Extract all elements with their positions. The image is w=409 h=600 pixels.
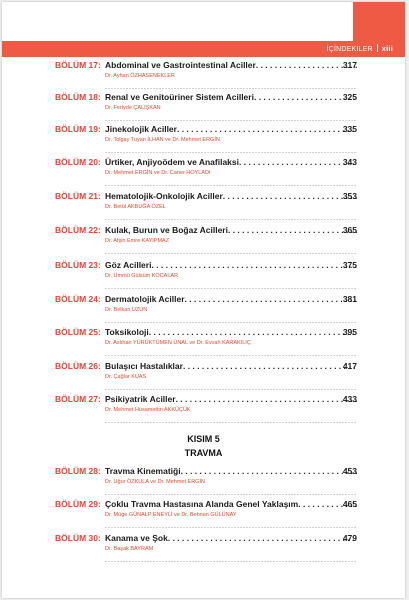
entry-divider: [105, 253, 357, 254]
toc-entry[interactable]: [2, 533, 405, 563]
chapter-page: 325: [342, 92, 357, 102]
chapter-page: 365: [342, 225, 357, 235]
chapter-author: Dr. Ümmü Gülsüm KOCALAR: [105, 273, 179, 279]
chapter-author: Dr. Aslıhan YÜRÜKTÜMEN ÜNAL ve Dr. Evvah KARAKILIÇ: [105, 340, 251, 346]
chapter-page: 375: [342, 260, 357, 270]
chapter-author: Dr. Mehmet ERGİN ve Dr. Caner HOYLADI: [105, 170, 211, 176]
chapter-page: 343: [342, 157, 357, 167]
chapter-label: BÖLÜM 17:: [55, 60, 101, 70]
entry-divider: [105, 219, 357, 220]
chapter-title-row: [105, 361, 357, 371]
entry-divider: [105, 389, 357, 390]
section-title: İÇİNDEKİLER: [326, 46, 373, 53]
chapter-title: Travma Kinematiği: [105, 466, 181, 476]
chapter-page: 317: [342, 60, 357, 70]
chapter-author: Dr. Başak BAYRAM: [105, 546, 154, 552]
entry-divider: [105, 355, 357, 356]
chapter-author: Dr. Müge GÜNALP ENEYLİ ve Dr. Behnan GÜLÜNAY: [105, 512, 237, 518]
entry-divider: [105, 422, 357, 423]
chapter-title-row: [105, 191, 357, 201]
toc-entry[interactable]: [2, 499, 405, 529]
toc-entry[interactable]: [2, 124, 405, 154]
chapter-label: BÖLÜM 22:: [55, 225, 101, 235]
toc-entry[interactable]: [2, 394, 405, 424]
chapter-title-row: [105, 466, 357, 476]
chapter-title: Kanama ve Şok: [105, 533, 168, 543]
toc-entry[interactable]: [2, 327, 405, 357]
dot-leader: [149, 327, 357, 337]
dot-leader: [177, 124, 357, 134]
toc-entry[interactable]: [2, 260, 405, 290]
chapter-title-row: [105, 394, 357, 404]
chapter-label: BÖLÜM 30:: [55, 533, 101, 543]
part-number: KISIM 5: [187, 434, 220, 444]
dot-leader: [181, 466, 357, 476]
chapter-author: Dr. Mehmet Hüsamettin AKKÜÇÜK: [105, 407, 191, 413]
entry-divider: [105, 88, 357, 89]
chapter-title: Göz Acilleri: [105, 260, 152, 270]
chapter-author: Dr. Feriyde ÇALIŞKAN: [105, 105, 161, 111]
chapter-page: 453: [342, 466, 357, 476]
chapter-author: Dr. Betül AKBUĞA ÖZEL: [105, 204, 166, 210]
running-header: [327, 41, 393, 57]
chapter-title: Dermatolojik Aciller: [105, 294, 185, 304]
chapter-title: Bulaşıcı Hastalıklar: [105, 361, 183, 371]
entry-divider: [105, 120, 357, 121]
chapter-title: Renal ve Genitoüriner Sistem Acilleri: [105, 92, 254, 102]
toc-entry[interactable]: [2, 466, 405, 496]
chapter-label: BÖLÜM 24:: [55, 294, 101, 304]
chapter-page: 417: [342, 361, 357, 371]
entry-divider: [105, 561, 357, 562]
chapter-title-row: [105, 499, 357, 509]
chapter-title-row: [105, 533, 357, 543]
toc-entry[interactable]: [2, 361, 405, 391]
chapter-author: Dr. Uğur ÖZKULA ve Dr. Mehmet ERGİN: [105, 479, 205, 485]
page-number: xiii: [381, 44, 393, 53]
chapter-label: BÖLÜM 21:: [55, 191, 101, 201]
chapter-author: Dr. Tolgay Tuyan İLHAN ve Dr. Mehmet ERGİN: [105, 137, 220, 143]
chapter-author: Dr. Belkan UZUN: [105, 307, 148, 313]
entry-divider: [105, 288, 357, 289]
chapter-label: BÖLÜM 27:: [55, 394, 101, 404]
chapter-label: BÖLÜM 29:: [55, 499, 101, 509]
chapter-title-row: [105, 60, 357, 70]
chapter-title-row: [105, 124, 357, 134]
entry-divider: [105, 527, 357, 528]
toc-entry[interactable]: [2, 294, 405, 324]
dot-leader: [151, 260, 357, 270]
dot-leader: [185, 294, 357, 304]
chapter-author: Dr. Afşin Emre KAYIPMAZ: [105, 238, 170, 244]
chapter-label: BÖLÜM 26:: [55, 361, 101, 371]
chapter-title: Jinekolojik Aciller: [105, 124, 177, 134]
chapter-page: 465: [342, 499, 357, 509]
entry-divider: [105, 494, 357, 495]
toc-entry[interactable]: [2, 60, 405, 90]
chapter-label: BÖLÜM 19:: [55, 124, 101, 134]
chapter-page: 433: [342, 394, 357, 404]
chapter-title: Psikiyatrik Aciller: [105, 394, 176, 404]
toc-entry[interactable]: [2, 157, 405, 187]
chapter-label: BÖLÜM 18:: [55, 92, 101, 102]
chapter-page: 381: [342, 294, 357, 304]
chapter-page: 353: [342, 191, 357, 201]
dot-leader: [176, 394, 357, 404]
chapter-title-row: [105, 294, 357, 304]
chapter-title-row: [105, 225, 357, 235]
chapter-label: BÖLÜM 23:: [55, 260, 101, 270]
chapter-page: 479: [342, 533, 357, 543]
chapter-page: 335: [342, 124, 357, 134]
chapter-title-row: [105, 92, 357, 102]
chapter-title-row: [105, 260, 357, 270]
chapter-label: BÖLÜM 25:: [55, 327, 101, 337]
header-bar: [2, 41, 405, 57]
chapter-title: Ürtiker, Anjiyoödem ve Anafilaksi: [105, 157, 239, 167]
entry-divider: [105, 322, 357, 323]
chapter-title: Hematolojik-Onkolojik Aciller: [105, 191, 223, 201]
chapter-label: BÖLÜM 20:: [55, 157, 101, 167]
chapter-author: Dr. Çağlar KUAS: [105, 374, 147, 380]
toc-entry[interactable]: [2, 92, 405, 122]
toc-entry[interactable]: [2, 225, 405, 255]
entry-divider: [105, 185, 357, 186]
chapter-page: 395: [342, 327, 357, 337]
chapter-title: Abdominal ve Gastrointestinal Aciller: [105, 60, 256, 70]
chapter-title: Çoklu Travma Hastasına Alanda Genel Yaklaşım: [105, 499, 299, 509]
chapter-title-row: [105, 157, 357, 167]
chapter-title-row: [105, 327, 357, 337]
dot-leader: [168, 533, 357, 543]
chapter-author: Dr. Ayhan ÖZHASENEKLER: [105, 73, 175, 79]
chapter-label: BÖLÜM 28:: [55, 466, 101, 476]
book-page: [2, 2, 405, 598]
toc-entry[interactable]: [2, 191, 405, 221]
dot-leader: [183, 361, 357, 371]
header-separator: [377, 44, 378, 52]
entry-divider: [105, 152, 357, 153]
chapter-title: Toksikoloji: [105, 327, 149, 337]
chapter-title: Kulak, Burun ve Boğaz Acilleri: [105, 225, 228, 235]
part-title: TRAVMA: [184, 448, 223, 458]
